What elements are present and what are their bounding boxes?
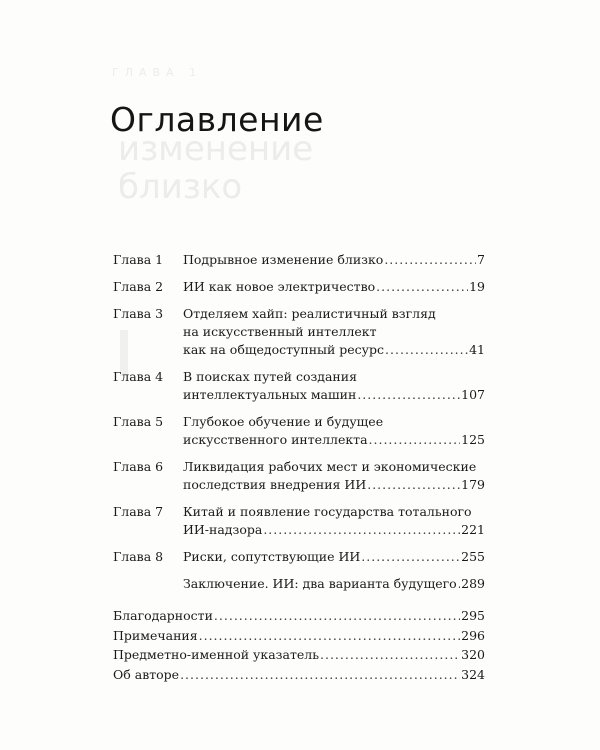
chapter-number: Глава 2 — [113, 279, 164, 294]
chapter-title-line: Заключение. ИИ: два варианта будущего — [183, 576, 457, 591]
toc-entry-chapter-3[interactable] — [113, 305, 485, 359]
chapter-number: Глава 8 — [113, 549, 164, 564]
chapter-title-line: на искусственный интеллект — [183, 324, 377, 339]
chapter-title-line: Глубокое обучение и будущее — [183, 414, 384, 429]
bleed-through-chapter-title — [118, 130, 313, 206]
toc-title: Оглавление — [110, 100, 324, 139]
dot-leader — [357, 386, 460, 404]
toc-back-matter — [113, 606, 485, 684]
toc-chapters — [113, 251, 485, 593]
chapter-number: Глава 4 — [113, 369, 164, 384]
toc-entry-chapter-5[interactable] — [113, 413, 485, 449]
page-number: 295 — [461, 608, 485, 623]
toc-entry-about-author[interactable] — [113, 665, 485, 685]
toc-entry-chapter-7[interactable] — [113, 503, 485, 539]
dot-leader — [458, 575, 460, 593]
bleed-through-line: близко — [118, 167, 243, 207]
chapter-title-line: Ликвидация рабочих мест и экономические — [183, 459, 477, 474]
page-number: 296 — [461, 627, 485, 643]
chapter-number: Глава 1 — [113, 252, 164, 267]
page-number: 125 — [461, 432, 485, 447]
dot-leader — [180, 665, 460, 685]
dot-leader — [199, 626, 461, 646]
page-number: 179 — [461, 477, 485, 492]
toc-entry-notes[interactable] — [113, 626, 485, 646]
back-matter-title: Об авторе — [113, 666, 180, 682]
page-number: 41 — [469, 342, 485, 357]
chapter-number: Глава 3 — [113, 306, 164, 321]
dot-leader — [214, 606, 460, 626]
chapter-title-line: Подрывное изменение близко — [183, 252, 384, 267]
back-matter-title: Предметно-именной указатель — [113, 647, 320, 662]
toc-entry-conclusion[interactable] — [113, 575, 485, 593]
chapter-title-line: ИИ-надзора — [183, 522, 263, 537]
page-number: 320 — [461, 647, 485, 662]
toc-entry-chapter-6[interactable] — [113, 458, 485, 494]
toc-entry-acknowledgements[interactable] — [113, 606, 485, 626]
dot-leader — [263, 521, 460, 539]
chapter-title-line: Риски, сопутствующие ИИ — [183, 549, 361, 564]
bleed-through-chapter-label: ГЛАВА 1 — [112, 66, 203, 79]
chapter-title-line: ИИ как новое электричество — [183, 279, 376, 294]
chapter-title-line: Китай и появление государства тотального — [183, 504, 472, 519]
chapter-title-line: В поисках путей создания — [183, 369, 357, 384]
bleed-through-line: изменение — [118, 129, 314, 169]
chapter-title-line: интеллектуальных машин — [183, 387, 357, 402]
page-number: 107 — [461, 387, 485, 402]
toc-entry-chapter-4[interactable] — [113, 368, 485, 404]
dot-leader — [369, 431, 461, 449]
dot-leader — [320, 645, 460, 665]
chapter-title-line: искусственного интеллекта — [183, 432, 368, 447]
back-matter-title: Благодарности — [113, 608, 213, 623]
chapter-number: Глава 7 — [113, 504, 164, 519]
dot-leader — [384, 251, 476, 269]
page-number: 7 — [477, 252, 485, 267]
chapter-number: Глава 6 — [113, 459, 164, 474]
back-matter-title: Примечания — [113, 627, 198, 643]
chapter-title-line: последствия внедрения ИИ — [183, 477, 367, 492]
toc-entry-chapter-1[interactable] — [113, 251, 485, 269]
page-number: 255 — [461, 549, 485, 564]
page-number: 221 — [461, 522, 485, 537]
chapter-title-line: Отделяем хайп: реалистичный взгляд — [183, 306, 436, 321]
page-number: 19 — [469, 279, 485, 294]
dot-leader — [361, 548, 460, 566]
dot-leader — [367, 476, 460, 494]
page-number: 324 — [461, 666, 485, 682]
dot-leader — [385, 341, 468, 359]
chapter-title-line: как на общедоступный ресурс — [183, 342, 385, 357]
toc-entry-chapter-2[interactable] — [113, 278, 485, 296]
dot-leader — [376, 278, 468, 296]
page-number: 289 — [461, 576, 485, 591]
toc-entry-chapter-8[interactable] — [113, 548, 485, 566]
chapter-number: Глава 5 — [113, 414, 164, 429]
toc-entry-index[interactable] — [113, 645, 485, 665]
